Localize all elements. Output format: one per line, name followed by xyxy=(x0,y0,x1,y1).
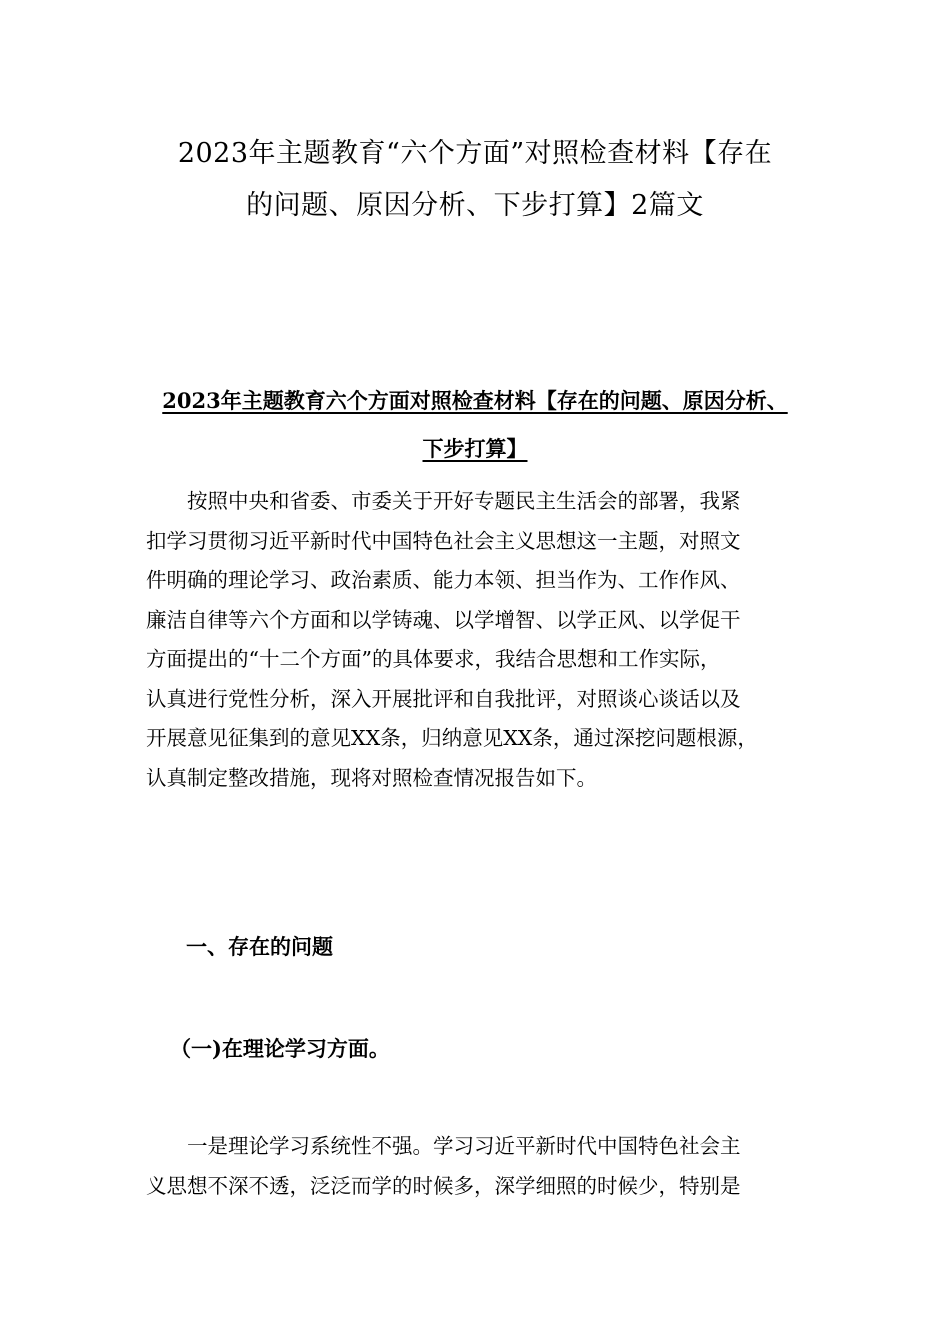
intro-paragraph xyxy=(146,482,826,798)
section-heading: 一、存在的问题 xyxy=(186,934,333,959)
paragraph-line: 一是理论学习系统性不强。学习习近平新时代中国特色社会主 xyxy=(146,1134,741,1158)
title-line: 的问题、原因分析、下步打算】2篇文 xyxy=(246,190,704,221)
paragraph-line: 廉洁自律等六个方面和以学铸魂、以学增智、以学正风、以学促干 xyxy=(146,607,741,632)
subtitle-line-wrap xyxy=(100,425,850,473)
paragraph-line: 义思想不深不透，泛泛而学的时候多，深学细照的时候少，特别是 xyxy=(146,1173,741,1198)
subtitle-line: 下步打算】 xyxy=(422,436,528,461)
paragraph-line: 方面提出的“十二个方面”的具体要求，我结合思想和工作实际， xyxy=(146,647,721,671)
document-title xyxy=(130,128,820,232)
paragraph-line: 按照中央和省委、市委关于开好专题民主生活会的部署，我紧 xyxy=(146,489,741,513)
problem-paragraph xyxy=(146,1127,826,1206)
paragraph-line: 认真进行党性分析，深入开展批评和自我批评，对照谈心谈话以及 xyxy=(146,686,741,711)
document-subtitle xyxy=(100,377,850,473)
title-line: 2023年主题教育“六个方面”对照检查材料【存在 xyxy=(177,138,773,169)
subtitle-line: 2023年主题教育六个方面对照检查材料【存在的问题、原因分析、 xyxy=(162,388,788,413)
paragraph-line: 认真制定整改措施，现将对照检查情况报告如下。 xyxy=(146,765,597,790)
paragraph-line: 开展意见征集到的意见XX条，归纳意见XX条，通过深挖问题根源， xyxy=(146,726,758,750)
paragraph-line: 扣学习贯彻习近平新时代中国特色社会主义思想这一主题，对照文 xyxy=(146,528,741,553)
paragraph-line: 件明确的理论学习、政治素质、能力本领、担当作为、工作作风、 xyxy=(146,568,741,592)
subsection-heading: （一)在理论学习方面。 xyxy=(170,1036,390,1061)
subtitle-line-wrap xyxy=(100,377,850,425)
